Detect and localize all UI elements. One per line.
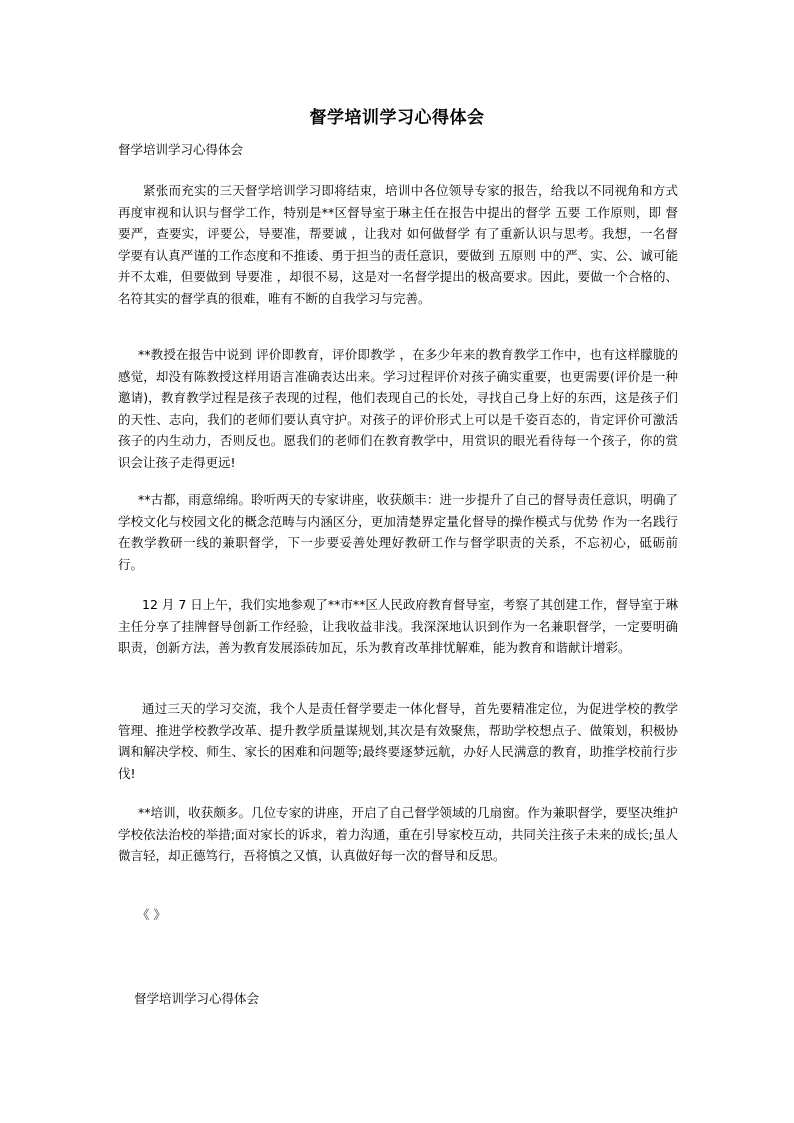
paragraph-4: 12 月 7 日上午，我们实地参观了**市**区人民政府教育督导室，考察了其创建工作，督导室于琳主任分享了挂牌督导创新工作经验，让我收益非浅。我深深地认识到作为一名兼职督学，一定要明确职责，创新方法，善为教育发展添砖加瓦，乐为教育改革排忧解难，能为教育和谐献计增彩。 xyxy=(118,597,678,655)
paragraph-1: 紧张而充实的三天督学培训学习即将结束，培训中各位领导专家的报告，给我以不同视角和方式再度审视和认识与督学工作，特别是**区督导室于琳主任在报告中提出的督学 五要 工作原则，即 督要严，查要实，评要公，导要准，帮要诚 ，让我对 如何做督学 有了重新认识与思考。我想，一名督学要有认真严谨的工作态度和不推诿、勇于担当的责任意识，要做到 五原则 中的严、实、公、诚可能并不太难，但要做到 导要准 ，却很不易，这是对一名督学提出的极高要求。因此，要做一个合格的、名符其实的督学真的很难，唯有不断的自我学习与完善。 xyxy=(118,183,678,306)
paragraph-2: **教授在报告中说到 评价即教育，评价即教学 ，在多少年来的教育教学工作中，也有这样朦胧的感觉，却没有陈教授这样用语言准确表达出来。学习过程评价对孩子确实重要，也更需要(评价是一种邀请)，教育教学过程是孩子表现的过程，他们表现自己的长处，寻找自己身上好的东西，这是孩子们的天性、志向，我们的老师们要认真守护。对孩子的评价形式上可以是千姿百态的，肯定评价可激活孩子的内生动力，否则反也。愿我们的老师们在教育教学中，用赏识的眼光看待每一个孩子，你的赏识会让孩子走得更远! xyxy=(118,347,678,470)
footer-title: 督学培训学习心得体会 xyxy=(134,991,260,1006)
document-subtitle: 督学培训学习心得体会 xyxy=(118,142,244,157)
paragraph-6: **培训，收获颇多。几位专家的讲座，开启了自己督学领域的几扇窗。作为兼职督学，要坚决维护学校依法治校的举措;面对家长的诉求，着力沟通，重在引导家校互动，共同关注孩子未来的成长;虽人微言轻，却正德笃行，吾将慎之又慎，认真做好每一次的督导和反思。 xyxy=(118,805,678,863)
document-title: 督学培训学习心得体会 xyxy=(309,108,485,128)
paragraph-5: 通过三天的学习交流，我个人是责任督学要走一体化督导，首先要精准定位，为促进学校的教学管理、推进学校教学改革、提升教学质量谋规划,其次是有效聚焦，帮助学校想点子、做策划，积极协调和解决学校、师生、家长的困难和问题等;最终要逐梦远航，办好人民满意的教育，助推学校前行步伐! xyxy=(118,701,678,781)
paragraph-3: **古都，雨意绵绵。聆听两天的专家讲座，收获颇丰：进一步提升了自己的督导责任意识，明确了学校文化与校园文化的概念范畴与内涵区分，更加清楚界定量化督导的操作模式与优势 作为一名践行在教学教研一线的兼职督学，下一步要妥善处理好教研工作与督学职责的关系，不忘初心，砥砺前行。 xyxy=(118,492,678,572)
quote-marks: 《 》 xyxy=(137,907,166,922)
